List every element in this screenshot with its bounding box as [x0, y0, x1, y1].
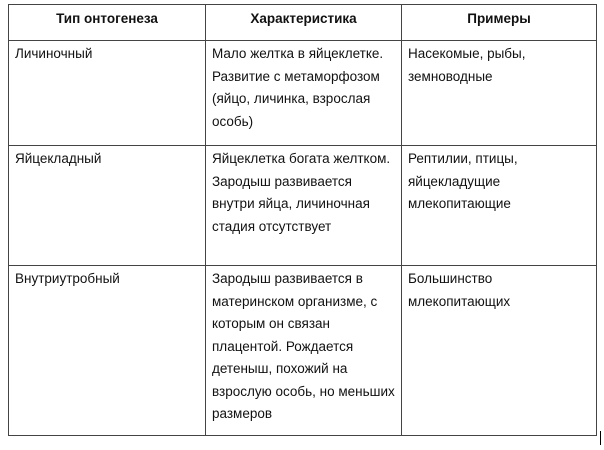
cell-characteristic: Мало желтка в яйцеклетке. Развитие с метаморфозом (яйцо, личинка, взрослая особь): [206, 41, 402, 146]
cell-examples: Насекомые, рыбы, земноводные: [402, 41, 597, 146]
table-header-row: [9, 5, 597, 41]
cell-type: Яйцекладный: [9, 146, 206, 266]
cell-characteristic: Зародыш развивается в материнском организме, с которым он связан плацентой. Рождается детеныш, похожий на взрослую особь, но меньших размеров: [206, 266, 402, 436]
text-cursor: [600, 431, 601, 445]
ontogenesis-table: [8, 4, 597, 436]
table-row: [9, 266, 597, 436]
cell-examples: Рептилии, птицы, яйцекладущие млекопитающие: [402, 146, 597, 266]
cell-type: Личиночный: [9, 41, 206, 146]
table-row: [9, 41, 597, 146]
cell-characteristic: Яйцеклетка богата желтком. Зародыш развивается внутри яйца, личиночная стадия отсутствует: [206, 146, 402, 266]
table-row: [9, 146, 597, 266]
cell-type: Внутриутробный: [9, 266, 206, 436]
header-characteristic: Характеристика: [206, 5, 402, 41]
cell-examples: Большинство млекопитающих: [402, 266, 597, 436]
header-ontogenesis-type: Тип онтогенеза: [9, 5, 206, 41]
header-examples: Примеры: [402, 5, 597, 41]
